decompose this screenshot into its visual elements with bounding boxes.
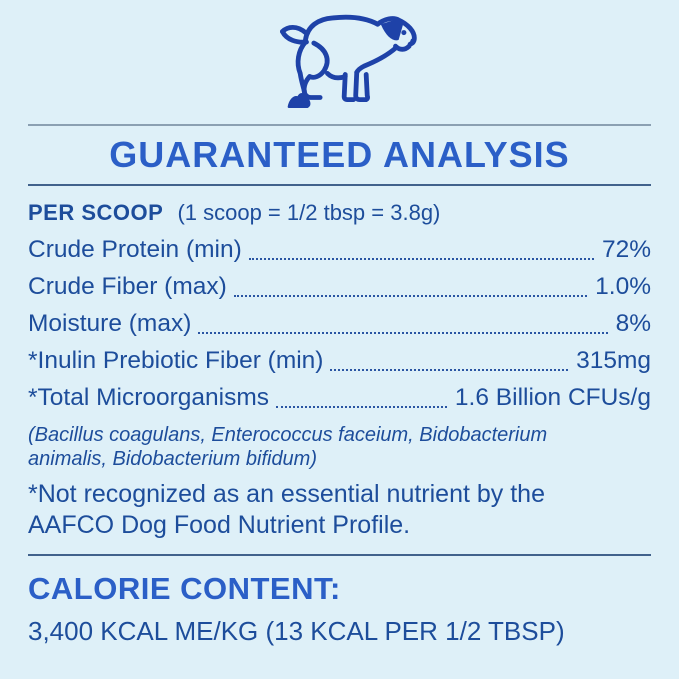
- title-band: [28, 126, 651, 184]
- per-scoop-line: [28, 200, 651, 226]
- dotted-leader: [249, 258, 594, 260]
- microorganisms-note: (Bacillus coagulans, Enterococcus faceium, Bidobacterium animalis, Bidobacterium bifidum): [28, 424, 548, 470]
- calorie-content-detail: 3,400 KCAL ME/KG (13 KCAL PER 1/2 TBSP): [28, 616, 565, 646]
- analysis-table: [28, 236, 651, 421]
- dog-pooping-icon: [251, 8, 429, 120]
- table-row: [28, 310, 651, 347]
- table-row: [28, 347, 651, 384]
- dotted-leader: [276, 406, 447, 408]
- per-scoop-label: PER SCOOP: [28, 200, 164, 225]
- aafco-footnote: *Not recognized as an essential nutrient by the AAFCO Dog Food Nutrient Profile.: [28, 480, 545, 539]
- header-illustration: [28, 0, 651, 124]
- page-title: GUARANTEED ANALYSIS: [109, 134, 570, 175]
- dotted-leader: [330, 369, 568, 371]
- row-value: 1.6 Billion CFUs/g: [454, 384, 651, 411]
- divider-under-title: [28, 184, 651, 186]
- row-label: *Total Microorganisms: [28, 384, 269, 411]
- dotted-leader: [198, 332, 607, 334]
- row-value: 72%: [601, 236, 651, 263]
- row-label: Crude Fiber (max): [28, 273, 227, 300]
- row-label: *Inulin Prebiotic Fiber (min): [28, 347, 324, 374]
- row-value: 1.0%: [595, 273, 651, 300]
- calorie-content-title: CALORIE CONTENT:: [28, 571, 341, 606]
- dotted-leader: [234, 295, 587, 297]
- row-value: 8%: [615, 310, 651, 337]
- table-row: [28, 384, 651, 421]
- table-row: [28, 236, 651, 273]
- table-row: [28, 273, 651, 310]
- divider-calorie: [28, 554, 651, 556]
- row-label: Moisture (max): [28, 310, 192, 337]
- row-label: Crude Protein (min): [28, 236, 242, 263]
- row-value: 315mg: [576, 347, 651, 374]
- per-scoop-detail: (1 scoop = 1/2 tbsp = 3.8g): [177, 200, 441, 225]
